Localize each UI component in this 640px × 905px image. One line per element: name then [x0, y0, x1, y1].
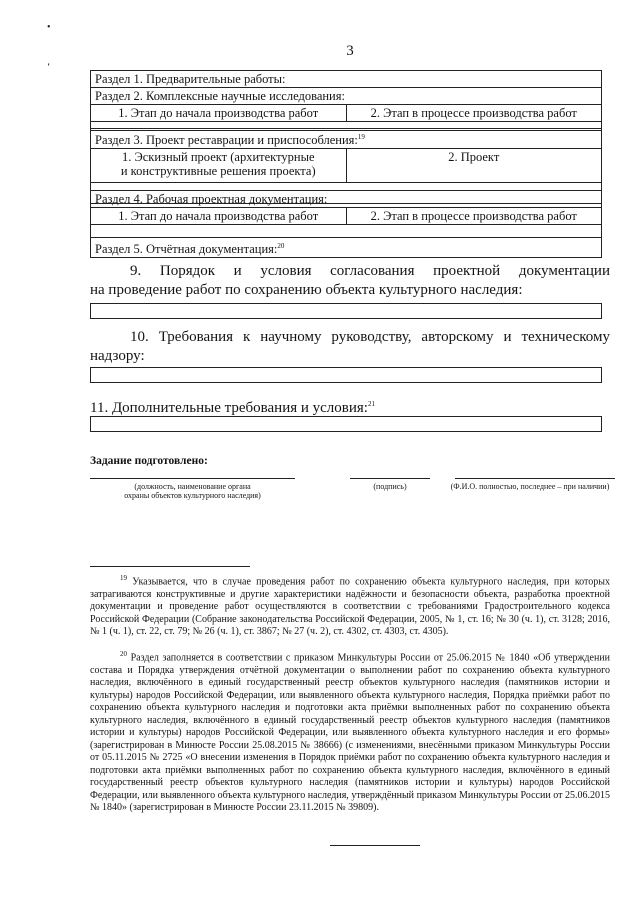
scan-mark-small: ‘	[47, 62, 51, 73]
sections-table-1	[90, 70, 602, 131]
item-10-field[interactable]	[90, 367, 602, 383]
section-5-label: Раздел 5. Отчётная документация:$^{20}$	[95, 242, 285, 257]
stage-1-cell: 1. Этап до начала производства работ	[118, 106, 319, 120]
sketch-project-cell: 1. Эскизный проект (архитектурные и конструктивные решения проекта)	[120, 150, 316, 179]
bottom-separator	[330, 845, 420, 846]
signature-caption: (подпись)	[373, 482, 407, 491]
stage-2-cell: 2. Этап в процессе производства работ	[346, 105, 602, 121]
position-caption: (должность, наименование органа охраны объектов культурного наследия)	[124, 482, 261, 500]
prepared-title: Задание подготовлено:	[90, 455, 208, 467]
item-10: 10. Требования к научному руководству, авторскому и техническому надзору:	[90, 329, 610, 364]
stage-2-cell-2: 2. Этап в процессе производства работ	[346, 208, 602, 224]
footnote-ref-21: 21	[367, 400, 375, 408]
name-caption: (Ф.И.О. полностью, последнее – при наличии)	[450, 482, 610, 491]
item-11: 11. Дополнительные требования и условия:$^{21}$	[90, 400, 375, 416]
project-cell: 2. Проект	[346, 149, 602, 182]
item-9: 9. Порядок и условия согласования проектной документации на проведение работ по сохранению объекта культурного наследия:	[90, 263, 610, 298]
footnote-ref-19: 19	[357, 133, 365, 141]
footnote-separator	[90, 566, 250, 567]
section-2-label: Раздел 2. Комплексные научные исследования:	[95, 89, 345, 103]
page-number: 3	[346, 43, 354, 59]
stage-1-cell-2: 1. Этап до начала производства работ	[118, 209, 319, 223]
scan-mark: •	[47, 22, 51, 33]
sections-table-3	[90, 190, 602, 258]
footnote-ref-20: 20	[277, 242, 285, 250]
section-3-label: Раздел 3. Проект реставрации и приспособления:$^{19}$	[95, 133, 365, 148]
footnote-20: $^{20}$ Раздел заполняется в соответствии с приказом Минкультуры России от 25.06.2015 № 1840 «Об утверждении состава и Порядка утверждения отчётной документации о выполнении работ по сохранению объекта культурного наследия, включённого в единый государственный реестр объектов культурного наследия (памятников истории и культуры) народов Российской Федерации, или выявленного объекта культурного наследия, Порядка приёмки работ по сохранению объекта культурного наследия и подготовки акта приёмки выполненных работ по сохранению объекта культурного наследия, включённого в единый государственный реестр объектов культурного наследия (памятников истории и культуры) народов Российской Федерации, или выявленного объекта культурного наследия и его формы» (зарегистрирован в Минюсте России 25.08.2015 № 38666) (с изменениями, внесёнными приказом Минкультуры России от 05.11.2015 № 2725 «О внесении изменения в Порядок приёмки работ по сохранению объекта культурного наследия и подготовки акта приёмки выполненных работ по сохранению объекта культурного наследия, включённого в единый государственный реестр объектов культурного наследия (памятников истории и культуры) народов Российской Федерации, или выявленного объекта культурного наследия, утверждённый приказом Минкультуры России от 25.06.2015 № 1840» (зарегистрирован в Минюсте России 23.11.2015 № 39809).	[90, 650, 611, 814]
item-9-field[interactable]	[90, 303, 602, 319]
item-11-field[interactable]	[90, 416, 602, 432]
section-1-label: Раздел 1. Предварительные работы:	[95, 72, 286, 86]
section-4-label: Раздел 4. Рабочая проектная документация:	[95, 192, 328, 206]
footnote-19: $^{19}$ Указывается, что в случае проведения работ по сохранению объекта культурного наследия, при которых затрагиваются конструктивные и другие характеристики надёжности и безопасности объекта, разработка проектной документации и проведение работ осуществляются в соответствии с требованиями Градостроительного кодекса Российской Федерации (Собрание законодательства Российской Федерации, 2005, № 1, ст. 16; № 30 (ч. 1), ст. 3128; 2016, № 1 (ч. 1), ст. 22, ст. 79; № 26 (ч. 1), ст. 3867; № 27 (ч. 2), ст. 4302, ст. 4303, ст. 4305).	[90, 574, 611, 638]
